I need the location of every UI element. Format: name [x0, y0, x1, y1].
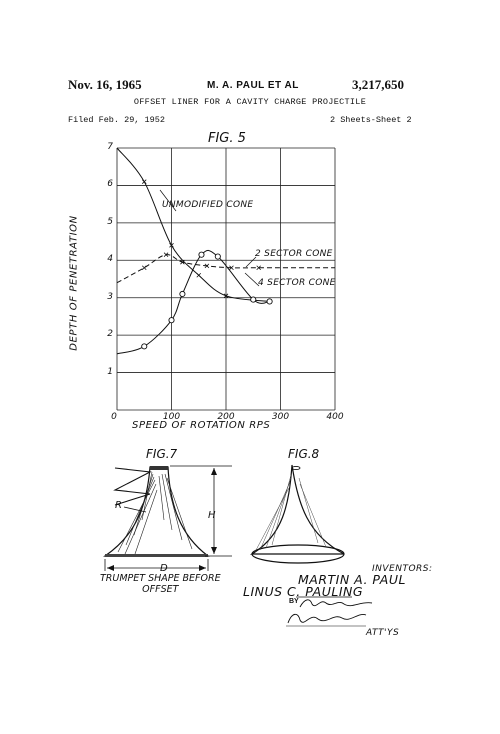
- attorney-signature-2: [288, 614, 366, 623]
- fig5-title: FIG. 5: [208, 131, 246, 146]
- patent-date: Nov. 16, 1965: [68, 77, 142, 92]
- attorneys-label: ATT'YS: [366, 628, 400, 638]
- patent-title: OFFSET LINER FOR A CAVITY CHARGE PROJECTILE: [133, 97, 367, 107]
- y-tick-label: 4: [107, 254, 113, 265]
- y-tick-label: 6: [107, 179, 113, 190]
- fig8-title: FIG.8: [288, 447, 320, 461]
- by-label: BY: [289, 598, 299, 605]
- fig7-height-label: H: [208, 510, 216, 521]
- fig7-diameter-label: D: [160, 563, 168, 574]
- fig7-title: FIG.7: [146, 447, 178, 461]
- inventor-names-header: M. A. PAUL ET AL: [207, 80, 299, 91]
- annotation-2-sector-cone: 2 SECTOR CONE: [255, 249, 333, 259]
- fig7-caption-line-2: OFFSET: [142, 584, 179, 595]
- x-tick-label: 0: [111, 412, 117, 422]
- y-tick-label: 5: [107, 216, 113, 227]
- x-tick-label: 400: [326, 412, 344, 422]
- y-tick-label: 3: [107, 291, 113, 302]
- annotation-unmodified-cone: UNMODIFIED CONE: [162, 200, 254, 210]
- inventor-2-name: LINUS C. PAULING: [243, 584, 364, 599]
- inventor-1-name: MARTIN A. PAUL: [298, 572, 406, 587]
- y-tick-label: 7: [107, 142, 113, 152]
- fig7-caption-line-1: TRUMPET SHAPE BEFORE: [100, 573, 221, 584]
- attorney-signature-1: [300, 600, 372, 607]
- x-tick-label: 300: [271, 412, 290, 422]
- annotation-4-sector-cone: 4 SECTOR CONE: [258, 278, 336, 288]
- filed-date: Filed Feb. 29, 1952: [68, 115, 165, 125]
- x-tick-label: 200: [217, 412, 235, 422]
- inventors-label: INVENTORS:: [372, 564, 433, 574]
- y-tick-label: 2: [107, 329, 113, 340]
- fig7-radius-label: R: [115, 500, 122, 511]
- chart-ylabel: DEPTH OF PENETRATION: [68, 215, 80, 351]
- chart-xlabel: SPEED OF ROTATION RPS: [132, 420, 271, 431]
- y-tick-label: 1: [107, 366, 113, 377]
- patent-number: 3,217,650: [352, 77, 404, 92]
- x-tick-label: 100: [162, 412, 181, 422]
- sheet-count: 2 Sheets-Sheet 2: [330, 115, 412, 125]
